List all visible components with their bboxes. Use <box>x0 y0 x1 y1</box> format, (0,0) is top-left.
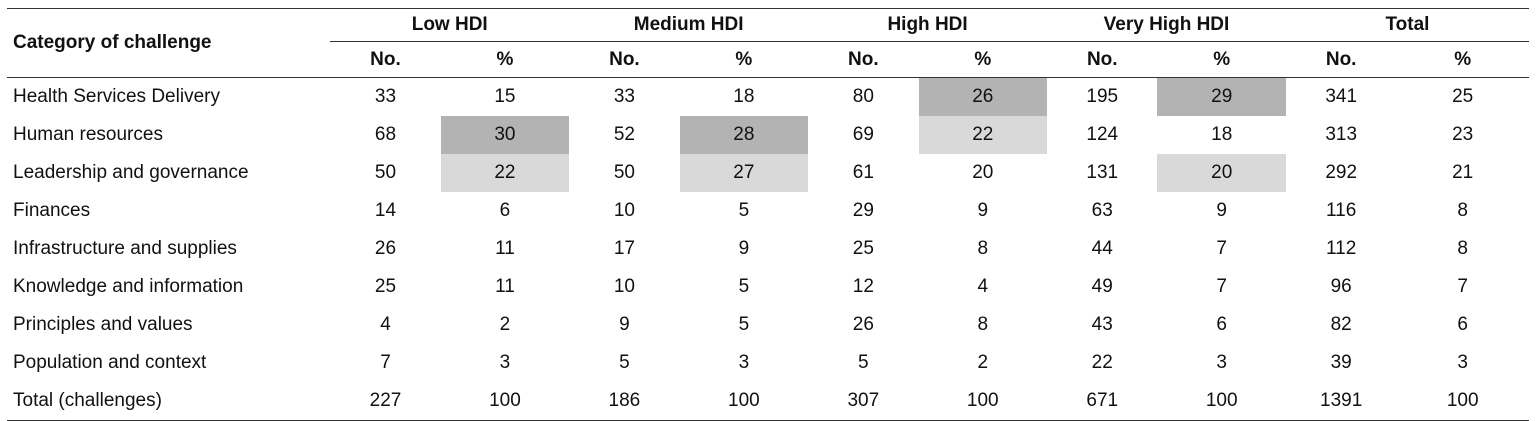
table-cell: 80 <box>852 86 874 107</box>
subheader-pct: % <box>1396 42 1529 78</box>
row-label: Leadership and governance <box>13 162 249 183</box>
row-label: Finances <box>13 200 91 221</box>
subheader-no: No. <box>330 42 440 78</box>
group-header-medium-hdi: Medium HDI <box>569 9 808 42</box>
subheader-no: No. <box>808 42 918 78</box>
group-header-total: Total <box>1286 9 1529 42</box>
table-cell: 9 <box>1216 200 1227 221</box>
table-cell: 7 <box>1457 276 1468 297</box>
table-cell-highlight: 27 <box>680 154 809 192</box>
subheader-no: No. <box>1047 42 1157 78</box>
table-cell-highlight: 22 <box>919 116 1048 154</box>
table-cell: 8 <box>977 238 989 259</box>
table-cell: 292 <box>1325 162 1358 183</box>
table-row <box>7 78 1529 117</box>
table-cell: 68 <box>374 124 397 145</box>
table-cell: 82 <box>1330 314 1352 335</box>
table-cell: 100 <box>680 382 809 421</box>
table-row <box>7 192 1529 230</box>
table-cell: 50 <box>613 162 635 183</box>
table-cell: 100 <box>1396 382 1529 421</box>
table-row <box>7 268 1529 306</box>
table-cell: 49 <box>1091 276 1113 297</box>
table-cell: 8 <box>1457 200 1468 221</box>
table-cell-highlight: 26 <box>919 78 1048 117</box>
table-cell: 44 <box>1091 238 1113 259</box>
table-row <box>7 154 1529 192</box>
table-cell: 25 <box>374 276 397 297</box>
table-cell: 3 <box>499 352 511 373</box>
table-cell: 69 <box>852 124 874 145</box>
table-row <box>7 116 1529 154</box>
table-row <box>7 344 1529 382</box>
group-header-very-high-hdi: Very High HDI <box>1047 9 1286 42</box>
row-label: Knowledge and information <box>13 276 244 297</box>
subheader-pct: % <box>680 42 809 78</box>
table-row <box>7 230 1529 268</box>
table-cell: 96 <box>1330 276 1352 297</box>
table-cell: 18 <box>1211 124 1233 145</box>
table-cell: 61 <box>852 162 874 183</box>
table-cell: 6 <box>1457 314 1468 335</box>
table-cell: 33 <box>374 86 397 107</box>
subheader-no: No. <box>1286 42 1396 78</box>
table-cell: 7 <box>380 352 391 373</box>
table-cell: 2 <box>499 314 511 335</box>
table-cell: 3 <box>738 352 750 373</box>
table-cell: 307 <box>808 382 918 421</box>
table-cell: 43 <box>1091 314 1113 335</box>
table-cell: 5 <box>619 352 630 373</box>
total-row <box>7 382 1529 421</box>
table-cell: 11 <box>495 276 515 297</box>
table-cell: 50 <box>374 162 397 183</box>
table-cell: 7 <box>1216 238 1227 259</box>
table-cell: 9 <box>977 200 989 221</box>
row-label: Total (challenges) <box>7 382 330 421</box>
table-cell: 131 <box>1086 162 1119 183</box>
table-cell: 313 <box>1325 124 1358 145</box>
table-cell: 9 <box>738 238 750 259</box>
table-cell: 5 <box>738 314 750 335</box>
table-cell: 18 <box>733 86 755 107</box>
table-cell: 5 <box>738 276 750 297</box>
row-label: Population and context <box>13 352 207 373</box>
table-cell-highlight: 20 <box>1157 154 1286 192</box>
table-cell: 25 <box>1452 86 1474 107</box>
table-cell: 2 <box>977 352 989 373</box>
table-cell: 671 <box>1047 382 1157 421</box>
table-cell: 5 <box>738 200 750 221</box>
table-cell: 21 <box>1452 162 1474 183</box>
table-cell: 9 <box>619 314 630 335</box>
table-row <box>7 306 1529 344</box>
subheader-pct: % <box>441 42 570 78</box>
table-cell: 8 <box>977 314 989 335</box>
table-cell: 124 <box>1086 124 1119 145</box>
table-cell: 1391 <box>1286 382 1396 421</box>
row-label: Principles and values <box>13 314 193 335</box>
table-cell: 20 <box>972 162 994 183</box>
subheader-pct: % <box>1157 42 1286 78</box>
hdi-challenges-table <box>7 8 1529 421</box>
table-cell: 100 <box>1157 382 1286 421</box>
table-cell: 63 <box>1091 200 1113 221</box>
table-cell: 11 <box>495 238 515 259</box>
table-cell: 33 <box>613 86 635 107</box>
table-cell: 7 <box>1216 276 1227 297</box>
table-cell: 23 <box>1452 124 1474 145</box>
row-label: Infrastructure and supplies <box>13 238 237 259</box>
group-header-high-hdi: High HDI <box>808 9 1047 42</box>
table-cell: 22 <box>1091 352 1113 373</box>
subheader-pct: % <box>919 42 1048 78</box>
table-cell-highlight: 22 <box>441 154 570 192</box>
table-cell: 52 <box>613 124 635 145</box>
table-cell: 6 <box>1216 314 1227 335</box>
table-cell: 112 <box>1326 238 1357 259</box>
row-label: Health Services Delivery <box>13 86 220 107</box>
table-cell: 6 <box>499 200 511 221</box>
table-cell: 3 <box>1216 352 1227 373</box>
row-label: Human resources <box>13 124 163 145</box>
table-cell-highlight: 30 <box>441 116 570 154</box>
header-group-row <box>7 9 1529 42</box>
table-cell: 17 <box>613 238 635 259</box>
subheader-no: No. <box>569 42 679 78</box>
table-cell: 3 <box>1457 352 1468 373</box>
table-cell: 186 <box>569 382 679 421</box>
table-cell: 14 <box>374 200 397 221</box>
group-header-low-hdi: Low HDI <box>330 9 569 42</box>
table-cell: 39 <box>1330 352 1352 373</box>
table-cell: 227 <box>330 382 440 421</box>
table-cell: 100 <box>919 382 1048 421</box>
table-cell: 8 <box>1457 238 1468 259</box>
table-cell: 10 <box>613 276 635 297</box>
table-cell-highlight: 28 <box>680 116 809 154</box>
table-cell: 4 <box>380 314 391 335</box>
table-cell: 4 <box>977 276 989 297</box>
table-cell-highlight: 29 <box>1157 78 1286 117</box>
table-cell: 29 <box>852 200 874 221</box>
table-cell: 195 <box>1086 86 1119 107</box>
table-cell: 15 <box>494 86 516 107</box>
category-header: Category of challenge <box>7 9 330 78</box>
table-cell: 25 <box>852 238 874 259</box>
table-cell: 26 <box>852 314 874 335</box>
table-cell: 341 <box>1325 86 1358 107</box>
table-cell: 12 <box>852 276 874 297</box>
table-cell: 10 <box>613 200 635 221</box>
table-cell: 5 <box>858 352 869 373</box>
table-cell: 26 <box>374 238 397 259</box>
table-cell: 116 <box>1326 200 1357 221</box>
table-cell: 100 <box>441 382 570 421</box>
